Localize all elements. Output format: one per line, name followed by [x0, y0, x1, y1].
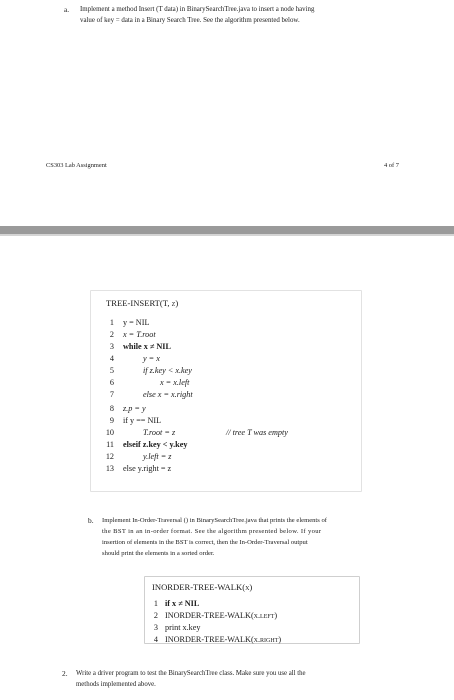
part-2-line-2: methods implemented above. [76, 681, 156, 688]
code-line-number: 4 [153, 635, 158, 644]
part-b-line-4: should print the elements in a sorted order. [102, 550, 215, 557]
code-line-number: 7 [109, 390, 114, 399]
code-line: x = T.root [123, 330, 156, 339]
code-line-number: 3 [153, 623, 158, 632]
code-line: x = x.left [160, 378, 190, 387]
code-line-number: 9 [109, 416, 114, 425]
code-line-number: 13 [105, 464, 114, 473]
code-line: y = NIL [123, 318, 150, 327]
code-line-number: 1 [153, 599, 158, 608]
code-line: else y.right = z [123, 464, 172, 473]
part-a-line-2: value of key = data in a Binary Search Tree. See the algorithm presented below. [80, 17, 300, 24]
page-break-shadow [0, 234, 454, 236]
code-line: if y == NIL [123, 416, 162, 425]
code-line-number: 10 [105, 428, 114, 437]
code-line: else x = x.right [143, 390, 193, 399]
code-line-number: 6 [109, 378, 114, 387]
part-a-marker: a. [64, 5, 70, 14]
code-line: if z.key < x.key [143, 366, 192, 375]
code-line: T.root = z [143, 428, 176, 437]
part-b-line-3: insertion of elements in the BST is correct, then the In-Order-Traversal output [102, 539, 308, 546]
code-line: z.p = y [123, 404, 146, 413]
inorder-title-text: INORDER-TREE-WALK(x) [152, 582, 253, 592]
part-2-line-1: Write a driver program to test the BinarySearchTree class. Make sure you use all the [76, 670, 306, 677]
code-line: INORDER-TREE-WALK(x.right) [165, 635, 282, 644]
code-line: while x ≠ NIL [123, 342, 171, 351]
code-line-number: 8 [109, 404, 114, 413]
code-line: elseif z.key < y.key [123, 440, 188, 449]
code-line-number: 2 [109, 330, 114, 339]
code-line: y = x [143, 354, 160, 363]
part-a-line-1: Implement a method Insert (T data) in BinarySearchTree.java to insert a node having [80, 6, 315, 13]
code-line-number: 3 [109, 342, 114, 351]
code-line-number: 11 [106, 440, 114, 449]
tree-insert-title [106, 298, 178, 308]
code-line: if x ≠ NIL [165, 599, 200, 608]
code-line: y.left = z [143, 452, 172, 461]
page-break-band [0, 226, 454, 234]
code-line-number: 2 [153, 611, 158, 620]
code-line-number: 4 [109, 354, 114, 363]
code-line: INORDER-TREE-WALK(x.left) [165, 611, 278, 620]
code-line-number: 12 [105, 452, 114, 461]
part-b-line-1: Implement In-Order-Traversal () in BinarySearchTree.java that prints the elements of [102, 517, 327, 524]
tree-insert-title-text: TREE-INSERT(T, z) [106, 298, 179, 308]
inorder-title [152, 582, 252, 592]
code-line-number: 5 [109, 366, 114, 375]
code-comment: // tree T was empty [226, 428, 288, 437]
code-line: print x.key [165, 623, 201, 632]
part-b-marker: b. [88, 516, 94, 525]
footer-page-number: 4 of 7 [384, 162, 399, 169]
code-line-number: 1 [109, 318, 114, 327]
footer-course-label: CS303 Lab Assignment [46, 162, 107, 169]
part-b-line-2: the BST in an in-order format. See the algorithm presented below. If your [102, 528, 322, 535]
part-2-marker: 2. [62, 669, 68, 678]
